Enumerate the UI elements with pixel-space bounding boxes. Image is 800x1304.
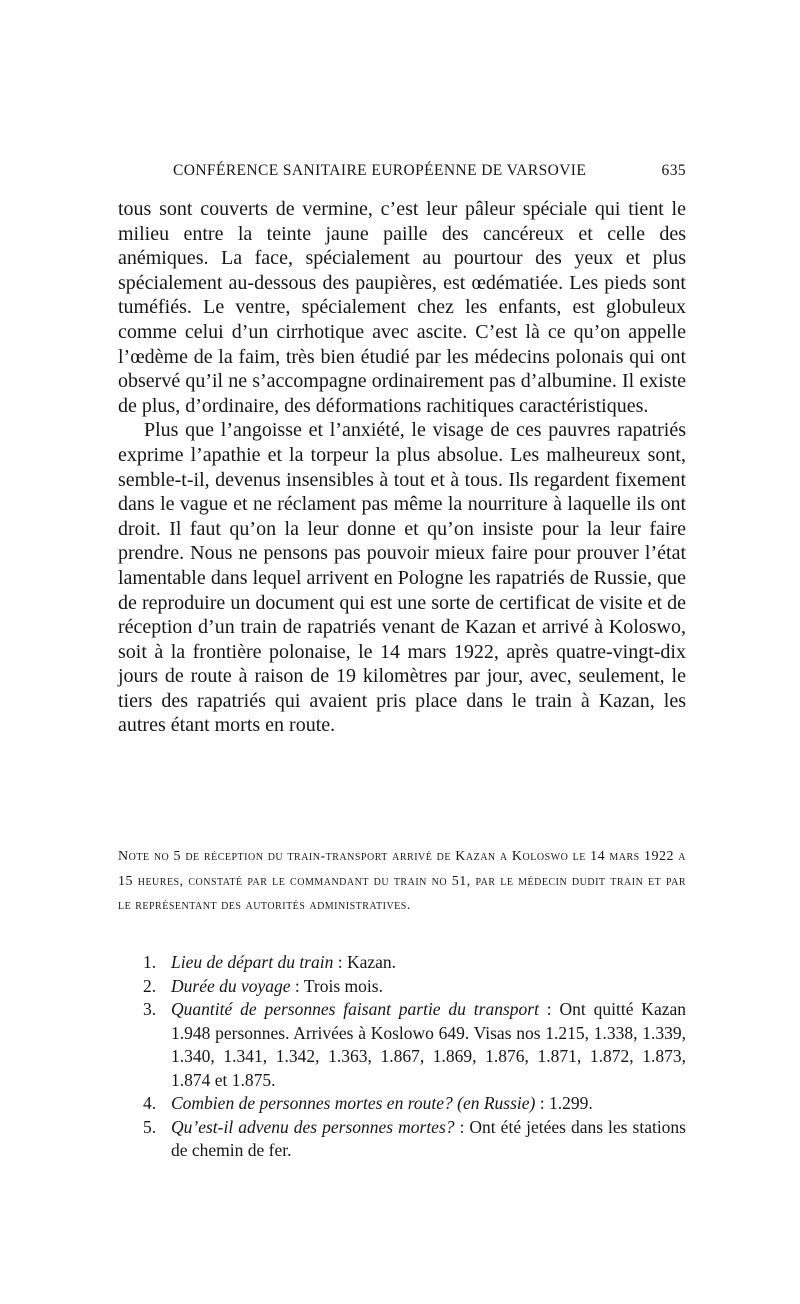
- item-number: 1.: [143, 952, 157, 972]
- item-number: 4.: [143, 1093, 157, 1113]
- item-question: Quantité de personnes faisant partie du transport: [171, 999, 539, 1019]
- list-item: [143, 1092, 686, 1116]
- item-answer: : Ont quitté Kazan 1.948 personnes. Arrivées à Koslowo 649. Visas nos 1.215, 1.338, 1.339, 1.340, 1.341, 1.342, 1.363, 1.867, 1.869, 1.876, 1.871, 1.872, 1.873, 1.874 et 1.875.: [171, 999, 686, 1090]
- note-heading: Note no 5 de réception du train-transport arrivé de Kazan a Koloswo le 14 mars 1922 a 15 heures, constaté par le commandant du train no 51, par le médecin dudit train et par le représentant des autorités administratives.: [118, 849, 686, 913]
- item-answer: : Trois mois.: [290, 975, 383, 996]
- list-item: [143, 951, 686, 975]
- paragraph-1: tous sont couverts de vermine, c’est leur pâleur spéciale qui tient le milieu entre la teinte jaune paille des cancéreux et celle des anémiques. La face, spécialement au pourtour des yeux et plus spécialement au-dessous des paupières, est œdématiée. Les pieds sont tuméfiés. Le ventre, spécialement chez les enfants, est globuleux comme celui d’un cirrhotique avec ascite. C’est là ce qu’on appelle l’œdème de la faim, très bien étudié par les médecins polonais qui ont observé qu’il ne s’accompagne ordinairement pas d’albumine. Il existe de plus, d’ordinaire, des déformations rachitiques caractéristiques.: [118, 198, 686, 417]
- list-item: [143, 975, 686, 999]
- item-number: 2.: [143, 975, 157, 996]
- item-answer: : Ont été jetées dans les stations de chemin de fer.: [171, 1116, 686, 1160]
- document-item-list: [143, 951, 686, 1163]
- item-number: 3.: [143, 999, 157, 1019]
- paragraph-2: Plus que l’angoisse et l’anxiété, le visage de ces pauvres rapatriés exprime l’apathie et la torpeur la plus absolue. Les malheureux sont, semble-t-il, devenus insensibles à tout et à tous. Ils regardent fixement dans le vague et ne réclament pas même la nourriture à laquelle ils ont droit. Il faut qu’on la leur donne et qu’on insiste pour la leur faire prendre. Nous ne pensons pas pouvoir mieux faire pour prouver l’état lamentable dans lequel arrivent en Pologne les rapatriés de Russie, que de reproduire un document qui est une sorte de certificat de visite et de réception d’un train de rapatriés venant de Kazan et arrivé à Koloswo, soit à la frontière polonaise, le 14 mars 1922, après quatre-vingt-dix jours de route à raison de 19 kilomètres par jour, avec, seulement, le tiers des rapatriés qui avaient pris place dans le train à Kazan, les autres étant morts en route.: [118, 419, 686, 737]
- list-item: [143, 1116, 686, 1163]
- item-answer: : Kazan.: [333, 952, 397, 972]
- item-question: Lieu de départ du train: [171, 952, 334, 972]
- page-number: 635: [661, 162, 686, 179]
- list-item: [143, 998, 686, 1092]
- running-head-title: CONFÉRENCE SANITAIRE EUROPÉENNE DE VARSOVIE: [173, 162, 587, 179]
- item-question: Durée du voyage: [171, 975, 291, 996]
- item-answer: : 1.299.: [535, 1093, 593, 1113]
- item-question: Qu’est-il advenu des personnes mortes?: [171, 1116, 455, 1137]
- item-question: Combien de personnes mortes en route? (en Russie): [171, 1093, 536, 1113]
- item-number: 5.: [143, 1116, 157, 1137]
- body-text: [118, 197, 686, 738]
